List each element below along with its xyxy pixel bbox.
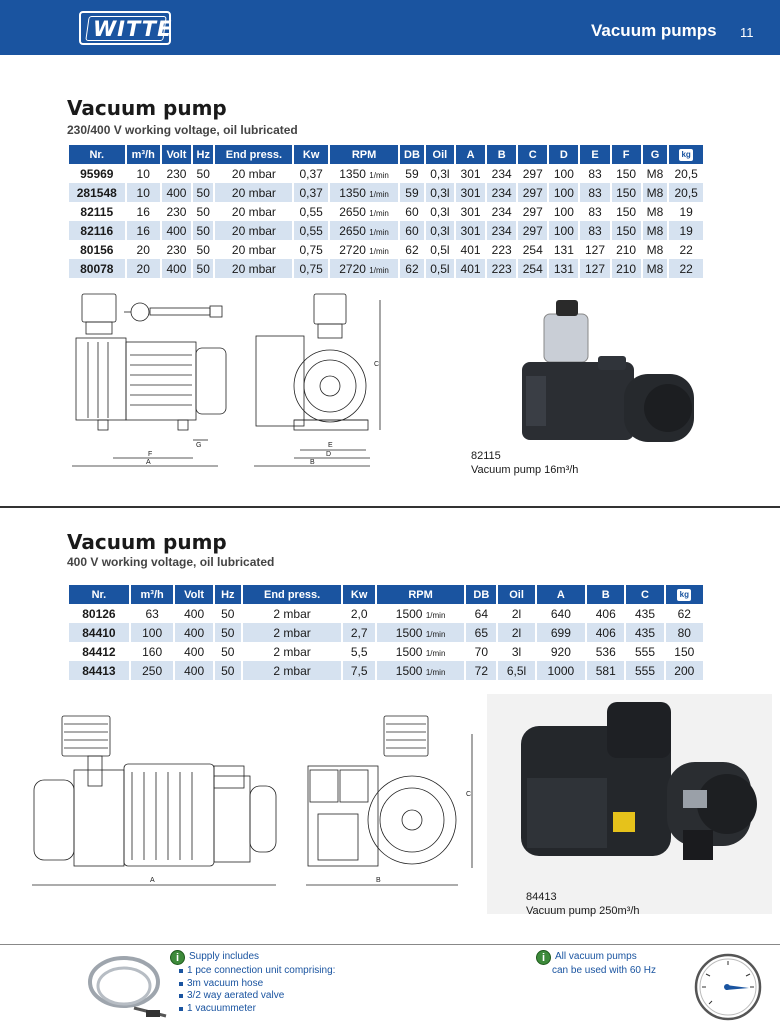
table-cell: 297 — [518, 183, 547, 202]
column-header: RPM — [330, 145, 398, 164]
dim-label-f: F — [148, 451, 153, 458]
table-cell: 5,5 — [350, 644, 368, 659]
table-cell: 401 — [460, 242, 481, 257]
column-header: DB — [466, 585, 496, 604]
supply-item: 3m vacuum hose — [170, 978, 335, 991]
rpm-unit: 1/min — [425, 629, 446, 639]
table-cell: 0,75 — [299, 242, 323, 257]
table-cell: 16 — [136, 204, 150, 219]
pump-drawing-front-2 — [300, 710, 485, 890]
table-cell: 150 — [612, 183, 641, 202]
table-cell: 234 — [487, 183, 516, 202]
table-cell: 230 — [166, 242, 187, 257]
table-cell: 7,5 — [343, 661, 375, 680]
table-cell: 80078 — [69, 259, 125, 278]
table-cell: 127 — [584, 242, 605, 257]
section1-subtitle: 230/400 V working voltage, oil lubricated — [67, 123, 298, 137]
table-cell: 0,37 — [294, 183, 328, 202]
column-header: B — [487, 145, 516, 164]
column-header: Hz — [215, 585, 241, 604]
pump-drawing-side-2 — [28, 710, 288, 890]
rpm-unit: 1/min — [369, 208, 389, 218]
rpm-unit: 1/min — [425, 667, 446, 677]
table-cell: 50 — [196, 166, 210, 181]
table-row — [69, 259, 703, 278]
table-cell: 1500 1/min — [377, 661, 464, 680]
table-cell: 435 — [626, 623, 663, 642]
section-divider — [0, 506, 780, 508]
table-cell: 60 — [405, 204, 419, 219]
column-header: B — [587, 585, 624, 604]
table-cell: 210 — [612, 259, 641, 278]
pump-drawing-side-1 — [68, 290, 238, 470]
header-title: Vacuum pumps — [591, 21, 717, 40]
table-cell: 301 — [460, 166, 481, 181]
table-row — [69, 240, 703, 259]
table-cell: 234 — [491, 204, 512, 219]
table-row — [69, 202, 703, 221]
rpm-unit: 1/min — [369, 170, 389, 180]
table-cell: 2 mbar — [273, 644, 311, 659]
supply-item: 3/2 way aerated valve — [170, 990, 335, 1003]
table-cell: 3l — [511, 644, 522, 659]
table-cell: 59 — [405, 166, 419, 181]
table-cell: M8 — [646, 204, 664, 219]
table-cell: 84413 — [69, 661, 129, 680]
dim-label-a2: A — [150, 877, 155, 884]
table-cell: 555 — [626, 661, 663, 680]
table-cell: 72 — [466, 661, 496, 680]
table-cell: 400 — [162, 183, 191, 202]
table-cell: 20 — [136, 242, 150, 257]
column-header: F — [612, 145, 641, 164]
table-cell: 0,3l — [426, 183, 454, 202]
table-cell: 10 — [136, 166, 150, 181]
table-cell: 83 — [580, 221, 609, 240]
column-header: A — [456, 145, 485, 164]
table-cell: 297 — [518, 221, 547, 240]
vacuum-gauge-icon — [693, 952, 763, 1022]
table-cell: M8 — [643, 183, 668, 202]
table-cell: 100 — [553, 166, 574, 181]
table-cell: 920 — [550, 644, 571, 659]
table-cell: 50 — [193, 259, 213, 278]
table-cell: 301 — [460, 204, 481, 219]
table-cell: 2650 1/min — [330, 221, 398, 240]
column-header: Kw — [294, 145, 328, 164]
column-header: G — [643, 145, 668, 164]
table-cell: 150 — [616, 204, 637, 219]
table-cell: 400 — [184, 606, 205, 621]
table-cell: 0,5l — [426, 259, 454, 278]
caption-2-number: 84413 — [526, 891, 557, 903]
info-icon: i — [536, 950, 551, 965]
page-header — [0, 0, 780, 55]
table-cell: 210 — [616, 242, 637, 257]
table-cell: M8 — [643, 259, 668, 278]
dim-label-e: E — [328, 442, 333, 449]
table-cell: 297 — [522, 204, 543, 219]
dim-label-c2: C — [466, 791, 472, 798]
column-header: m³/h — [127, 145, 160, 164]
table-cell: M8 — [646, 166, 664, 181]
column-header: End press. — [215, 145, 292, 164]
dim-label-g: G — [196, 442, 202, 449]
table-cell: 20 mbar — [215, 221, 292, 240]
section2-title: Vacuum pump — [67, 530, 227, 554]
table-cell: M8 — [646, 242, 664, 257]
table-cell: 223 — [491, 242, 512, 257]
table-cell: 250 — [131, 661, 174, 680]
column-header: Volt — [162, 145, 191, 164]
table-row — [69, 604, 703, 623]
sixty-hz-note — [536, 950, 656, 978]
table-cell: 20 mbar — [231, 204, 276, 219]
column-header — [669, 145, 703, 164]
column-header: Nr. — [69, 585, 129, 604]
table-cell: 297 — [522, 166, 543, 181]
photo-caption-2 — [526, 890, 640, 918]
column-header: RPM — [377, 585, 464, 604]
table-cell: 84410 — [69, 623, 129, 642]
table-cell: 1500 1/min — [395, 644, 446, 659]
table-cell: 400 — [162, 259, 191, 278]
pump-drawing-front-1 — [250, 290, 390, 470]
pump-photo-2 — [487, 694, 772, 914]
table-cell: 80156 — [80, 242, 114, 257]
column-header: Hz — [193, 145, 213, 164]
table-cell: 401 — [456, 259, 485, 278]
rpm-unit: 1/min — [369, 265, 389, 275]
table-cell: 150 — [612, 221, 641, 240]
table-cell: 406 — [595, 606, 616, 621]
column-header: m³/h — [131, 585, 174, 604]
table-cell: 400 — [175, 661, 212, 680]
column-header — [666, 585, 703, 604]
table-cell: 50 — [193, 183, 213, 202]
table-cell: 50 — [221, 606, 235, 621]
table-cell: 406 — [587, 623, 624, 642]
table-cell: 1500 1/min — [377, 623, 464, 642]
table-cell: 400 — [175, 623, 212, 642]
supply-includes-note — [170, 950, 335, 1015]
table-row — [69, 164, 703, 183]
table-cell: 0,37 — [299, 166, 323, 181]
column-header: A — [537, 585, 586, 604]
dim-label-d: D — [326, 451, 332, 458]
table-cell: 1000 — [537, 661, 586, 680]
table-cell: 50 — [193, 221, 213, 240]
table-cell: 281548 — [69, 183, 125, 202]
supply-item: 1 pce connection unit comprising: — [170, 965, 335, 978]
weight-icon: kg — [679, 149, 693, 161]
table-cell: 230 — [166, 204, 187, 219]
table-row — [69, 661, 703, 680]
table-cell: 95969 — [80, 166, 114, 181]
table-cell: 0,5l — [430, 242, 450, 257]
table-cell: 223 — [487, 259, 516, 278]
table-cell: 20,5 — [674, 166, 698, 181]
table-cell: 301 — [456, 221, 485, 240]
table-cell: 20 mbar — [231, 166, 276, 181]
column-header: Nr. — [69, 145, 125, 164]
caption-2-text: Vacuum pump 250m³/h — [526, 905, 640, 917]
table-cell: 127 — [580, 259, 609, 278]
column-header: Kw — [343, 585, 375, 604]
table-cell: 2,0 — [350, 606, 368, 621]
table-cell: 581 — [587, 661, 624, 680]
dim-label-a: A — [146, 459, 151, 466]
table-cell: 19 — [679, 204, 693, 219]
table-cell: 0,3l — [430, 204, 450, 219]
column-header: DB — [400, 145, 424, 164]
dim-label-c: C — [374, 361, 380, 368]
table-cell: 699 — [537, 623, 586, 642]
table-cell: 555 — [634, 644, 656, 659]
table-cell: 400 — [184, 644, 205, 659]
rpm-unit: 1/min — [369, 189, 389, 199]
table-cell: 0,55 — [299, 204, 323, 219]
table-cell: 19 — [669, 221, 703, 240]
table-cell: 20 mbar — [231, 242, 276, 257]
table-cell: 10 — [127, 183, 160, 202]
table-row — [69, 221, 703, 240]
table-cell: 6,5l — [498, 661, 534, 680]
column-header: E — [580, 145, 609, 164]
weight-icon: kg — [677, 589, 691, 601]
table-cell: 0,55 — [294, 221, 328, 240]
table-cell: 80126 — [82, 606, 116, 621]
column-header: End press. — [243, 585, 342, 604]
column-header: C — [626, 585, 663, 604]
table-row — [69, 642, 703, 661]
table-cell: 150 — [616, 166, 637, 181]
table-row — [69, 623, 703, 642]
section1-title: Vacuum pump — [67, 96, 227, 120]
table-cell: 254 — [518, 259, 547, 278]
table-cell: 50 — [215, 623, 241, 642]
page-number: 11 — [740, 25, 754, 40]
table-cell: 2,7 — [343, 623, 375, 642]
caption-1-number: 82115 — [471, 450, 501, 462]
table-cell: 2720 1/min — [339, 242, 389, 257]
note-line-1: All vacuum pumps — [555, 951, 637, 963]
table-cell: 83 — [588, 166, 602, 181]
table-cell: 234 — [491, 166, 512, 181]
table-cell: 16 — [127, 221, 160, 240]
witte-logo: WITTE — [79, 11, 171, 45]
column-header: Oil — [426, 145, 454, 164]
table-cell: 131 — [553, 242, 574, 257]
table-cell: 60 — [400, 221, 424, 240]
pump-photo-1 — [508, 292, 708, 472]
table-cell: 1350 1/min — [339, 166, 389, 181]
table-cell: 160 — [142, 644, 163, 659]
vacuum-hose-image — [84, 948, 170, 1028]
table-cell: 640 — [550, 606, 571, 621]
table-cell: 150 — [674, 644, 695, 659]
table-cell: 83 — [588, 204, 602, 219]
table-row — [69, 183, 703, 202]
table-cell: 100 — [131, 623, 174, 642]
table-cell: 2l — [511, 606, 522, 621]
table-cell: 70 — [474, 644, 489, 659]
supply-title: Supply includes — [189, 951, 260, 963]
table-cell: 62 — [405, 242, 419, 257]
table-cell: 100 — [553, 204, 574, 219]
column-header: Oil — [498, 585, 534, 604]
column-header: C — [518, 145, 547, 164]
column-header: Volt — [175, 585, 212, 604]
table-cell: 0,75 — [294, 259, 328, 278]
section2-subtitle: 400 V working voltage, oil lubricated — [67, 555, 275, 569]
table-cell: 20 mbar — [215, 259, 292, 278]
table-cell: 2l — [498, 623, 534, 642]
table-cell: 0,3l — [430, 166, 450, 181]
table-cell: 82115 — [80, 204, 114, 219]
table-cell: 400 — [162, 221, 191, 240]
rpm-unit: 1/min — [369, 227, 389, 237]
table-cell: 22 — [669, 259, 703, 278]
table-cell: 83 — [580, 183, 609, 202]
caption-1-text: Vacuum pump 16m³/h — [471, 464, 579, 476]
table-cell: 82116 — [69, 221, 125, 240]
table-cell: 131 — [549, 259, 578, 278]
table-cell: 301 — [456, 183, 485, 202]
table-cell: 65 — [466, 623, 496, 642]
table-cell: 1350 1/min — [330, 183, 398, 202]
table-cell: 2 mbar — [273, 606, 311, 621]
table-cell: 100 — [549, 221, 578, 240]
table-cell: 2 mbar — [243, 661, 342, 680]
table-cell: 50 — [196, 242, 210, 257]
table-cell: 200 — [666, 661, 703, 680]
table-cell: 20 — [127, 259, 160, 278]
photo-caption-1 — [471, 449, 578, 477]
table-cell: 2650 1/min — [339, 204, 389, 219]
table-cell: 20 mbar — [215, 183, 292, 202]
dim-label-b2: B — [376, 877, 381, 884]
spec-table-2 — [67, 585, 705, 680]
table-cell: 2720 1/min — [330, 259, 398, 278]
table-cell: 536 — [595, 644, 616, 659]
column-header: D — [549, 145, 578, 164]
table-cell: 50 — [196, 204, 210, 219]
table-cell: 230 — [166, 166, 187, 181]
table-cell: 254 — [522, 242, 543, 257]
table-cell: M8 — [643, 221, 668, 240]
note-line-2: can be used with 60 Hz — [552, 965, 656, 976]
rpm-unit: 1/min — [425, 610, 446, 620]
spec-table-1 — [67, 145, 705, 278]
table-cell: 84412 — [82, 644, 116, 659]
footer-divider — [0, 944, 780, 945]
table-cell: 20,5 — [669, 183, 703, 202]
table-cell: 0,3l — [426, 221, 454, 240]
table-cell: 50 — [221, 644, 235, 659]
table-cell: 2 mbar — [243, 623, 342, 642]
table-cell: 435 — [634, 606, 656, 621]
table-cell: 100 — [549, 183, 578, 202]
table-cell: 234 — [487, 221, 516, 240]
info-icon: i — [170, 950, 185, 965]
rpm-unit: 1/min — [369, 246, 389, 256]
table-cell: 64 — [474, 606, 489, 621]
table-cell: 22 — [679, 242, 693, 257]
table-cell: 1500 1/min — [395, 606, 446, 621]
dim-label-b: B — [310, 459, 315, 466]
table-cell: 63 — [145, 606, 159, 621]
table-cell: 62 — [400, 259, 424, 278]
rpm-unit: 1/min — [425, 648, 446, 658]
table-cell: 59 — [400, 183, 424, 202]
supply-item: 1 vacuummeter — [170, 1003, 335, 1016]
table-cell: 50 — [215, 661, 241, 680]
table-cell: 62 — [677, 606, 691, 621]
table-cell: 80 — [666, 623, 703, 642]
